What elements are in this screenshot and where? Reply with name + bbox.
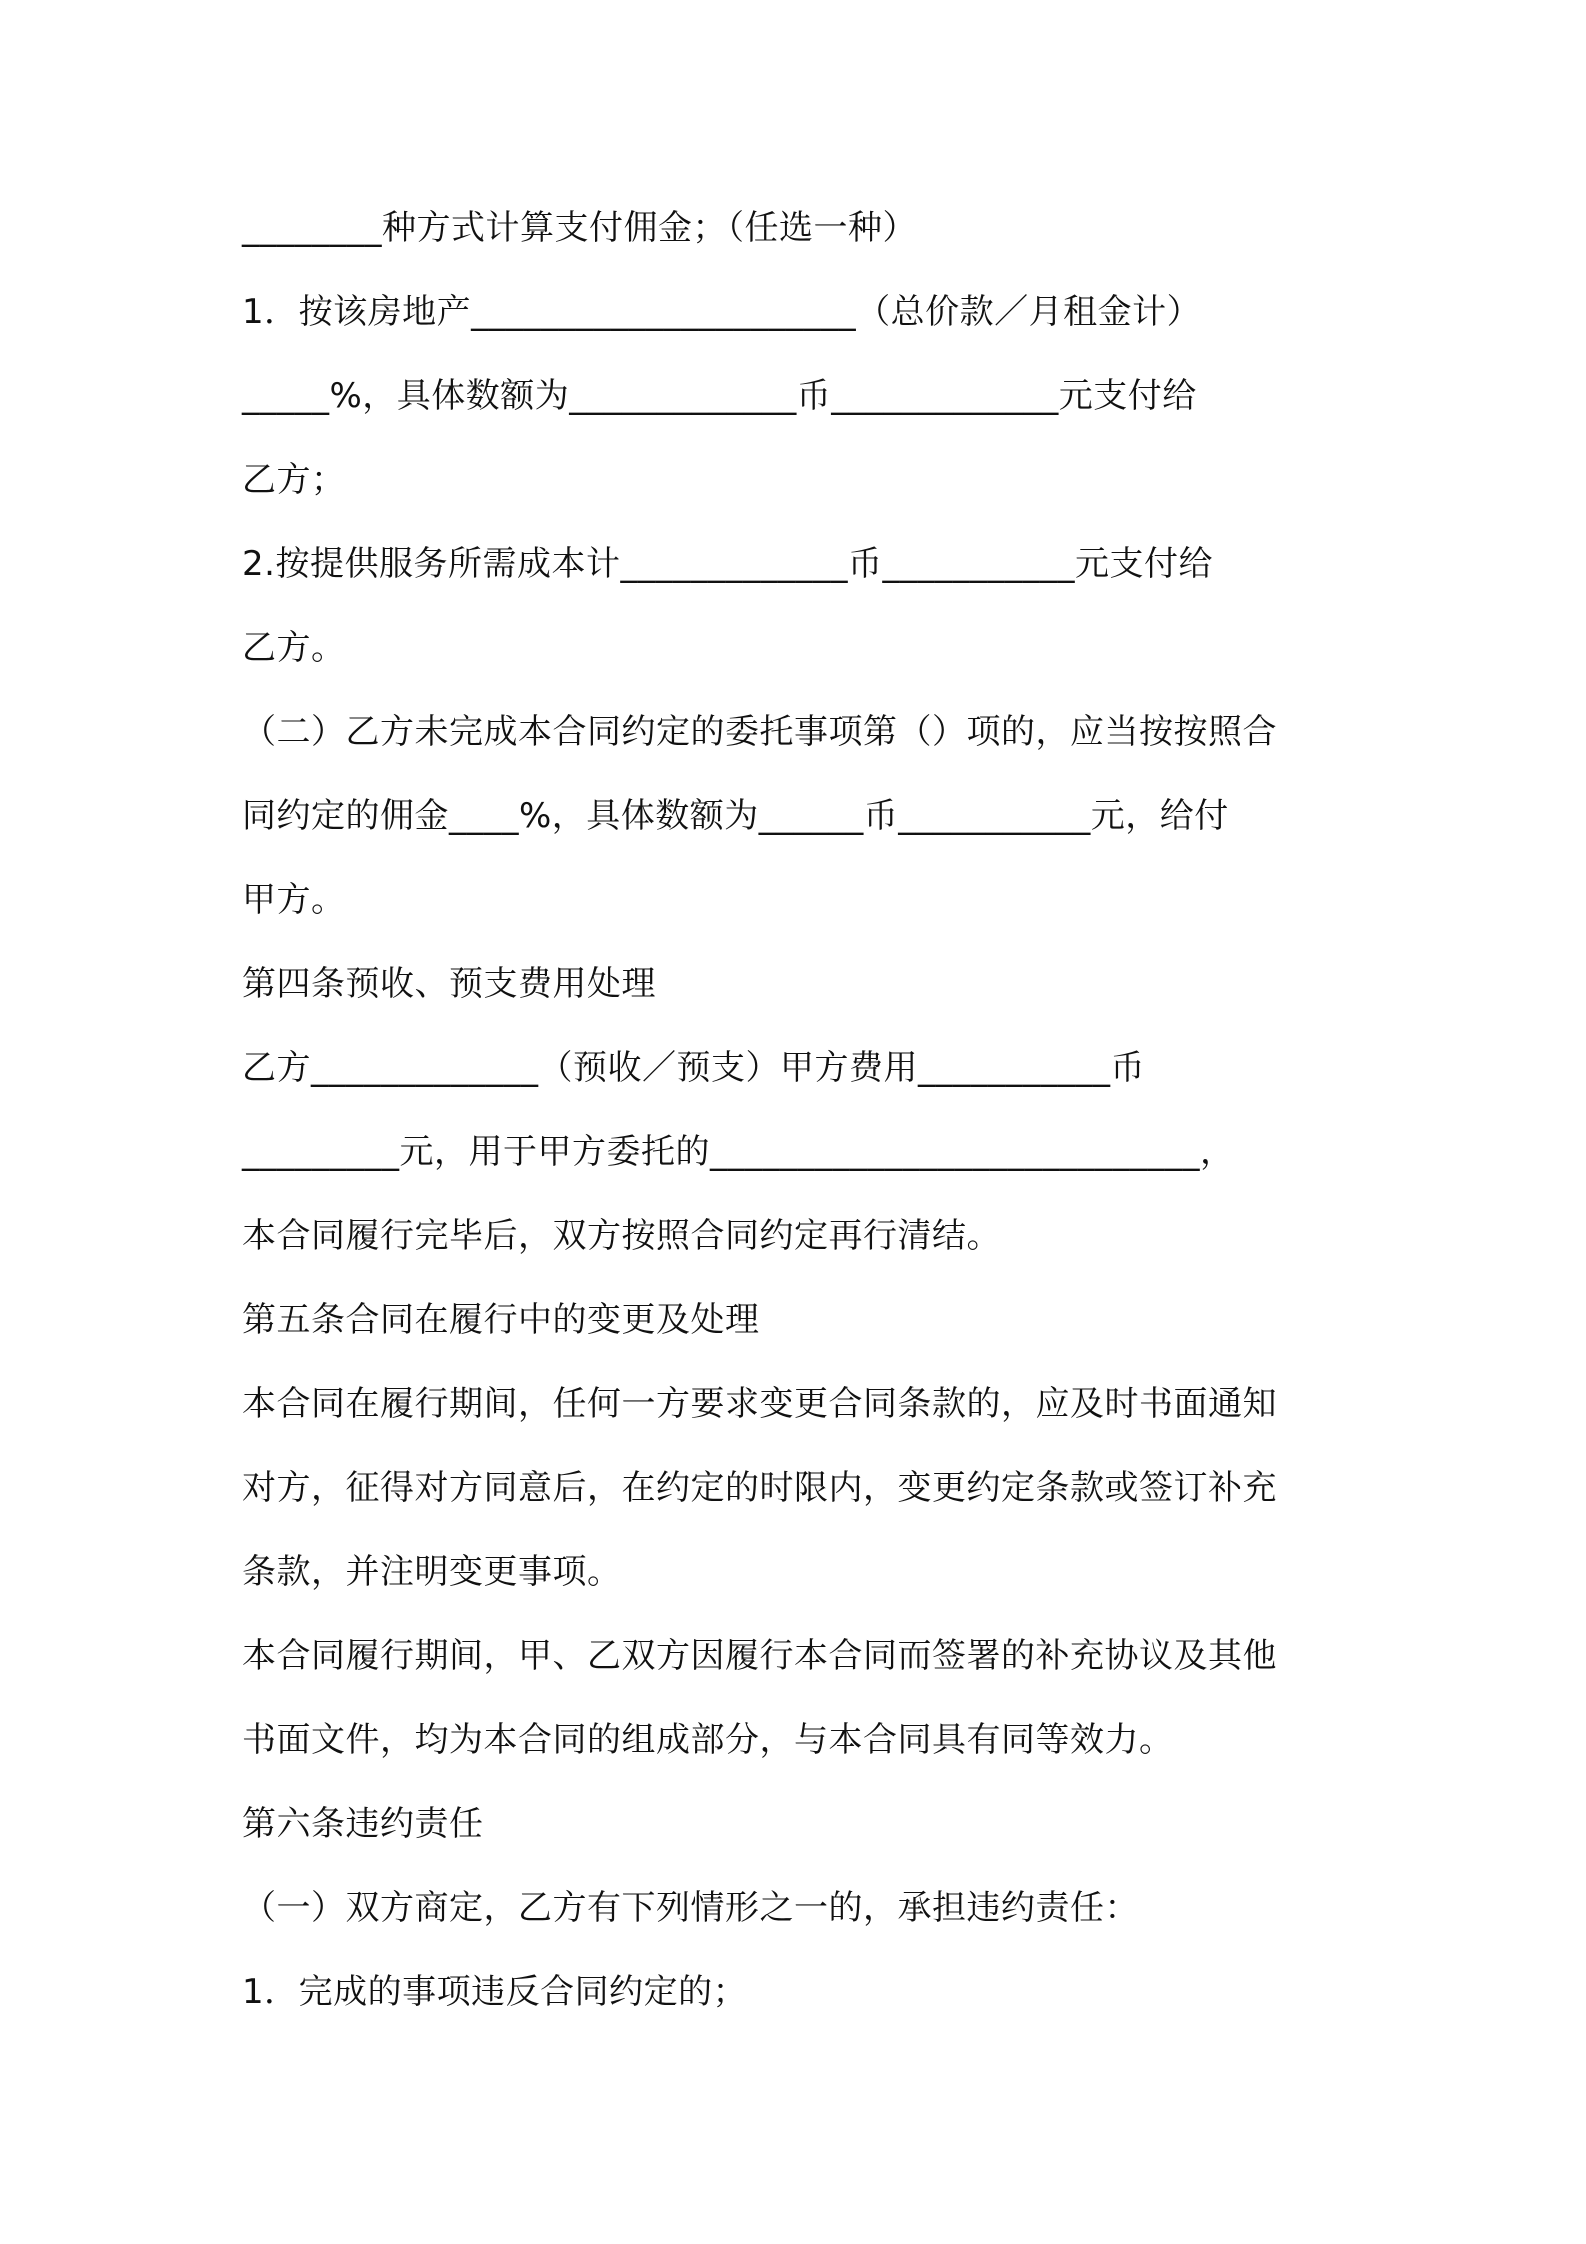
section-heading: 第五条合同在履行中的变更及处理 — [242, 1300, 760, 1340]
text-line: （二）乙方未完成本合同约定的委托事项第（）项的，应当按按照合 — [242, 712, 1277, 752]
text-line: 本合同履行完毕后，双方按照合同约定再行清结。 — [242, 1216, 1001, 1256]
text-line: 对方，征得对方同意后，在约定的时限内，变更约定条款或签订补充 — [242, 1468, 1277, 1508]
text-line: 2.按提供服务所需成本计_____________币___________元支付给 — [242, 544, 1213, 584]
text-line: 乙方_____________（预收／预支）甲方费用___________币 — [242, 1048, 1145, 1088]
text-line: 本合同履行期间，甲、乙双方因履行本合同而签署的补充协议及其他 — [242, 1636, 1277, 1676]
text-line: 乙方。 — [242, 628, 346, 668]
text-line: ________种方式计算支付佣金；（任选一种） — [242, 208, 917, 248]
text-line: 1．完成的事项违反合同约定的； — [242, 1972, 748, 2012]
text-line: 条款，并注明变更事项。 — [242, 1552, 622, 1592]
text-line: 本合同在履行期间，任何一方要求变更合同条款的，应及时书面通知 — [242, 1384, 1277, 1424]
section-heading: 第四条预收、预支费用处理 — [242, 964, 656, 1004]
text-line: 甲方。 — [242, 880, 346, 920]
section-heading: 第六条违约责任 — [242, 1804, 484, 1844]
text-line: 同约定的佣金____%，具体数额为______币___________元，给付 — [242, 796, 1229, 836]
text-line: 乙方； — [242, 460, 346, 500]
text-line: 书面文件，均为本合同的组成部分，与本合同具有同等效力。 — [242, 1720, 1174, 1760]
text-line: _________元，用于甲方委托的____________________________， — [242, 1132, 1235, 1172]
text-line: （一）双方商定，乙方有下列情形之一的，承担违约责任： — [242, 1888, 1139, 1928]
text-line: 1．按该房地产______________________（总价款／月租金计） — [242, 292, 1202, 332]
text-line: _____%，具体数额为_____________币_____________元支付给 — [242, 376, 1197, 416]
